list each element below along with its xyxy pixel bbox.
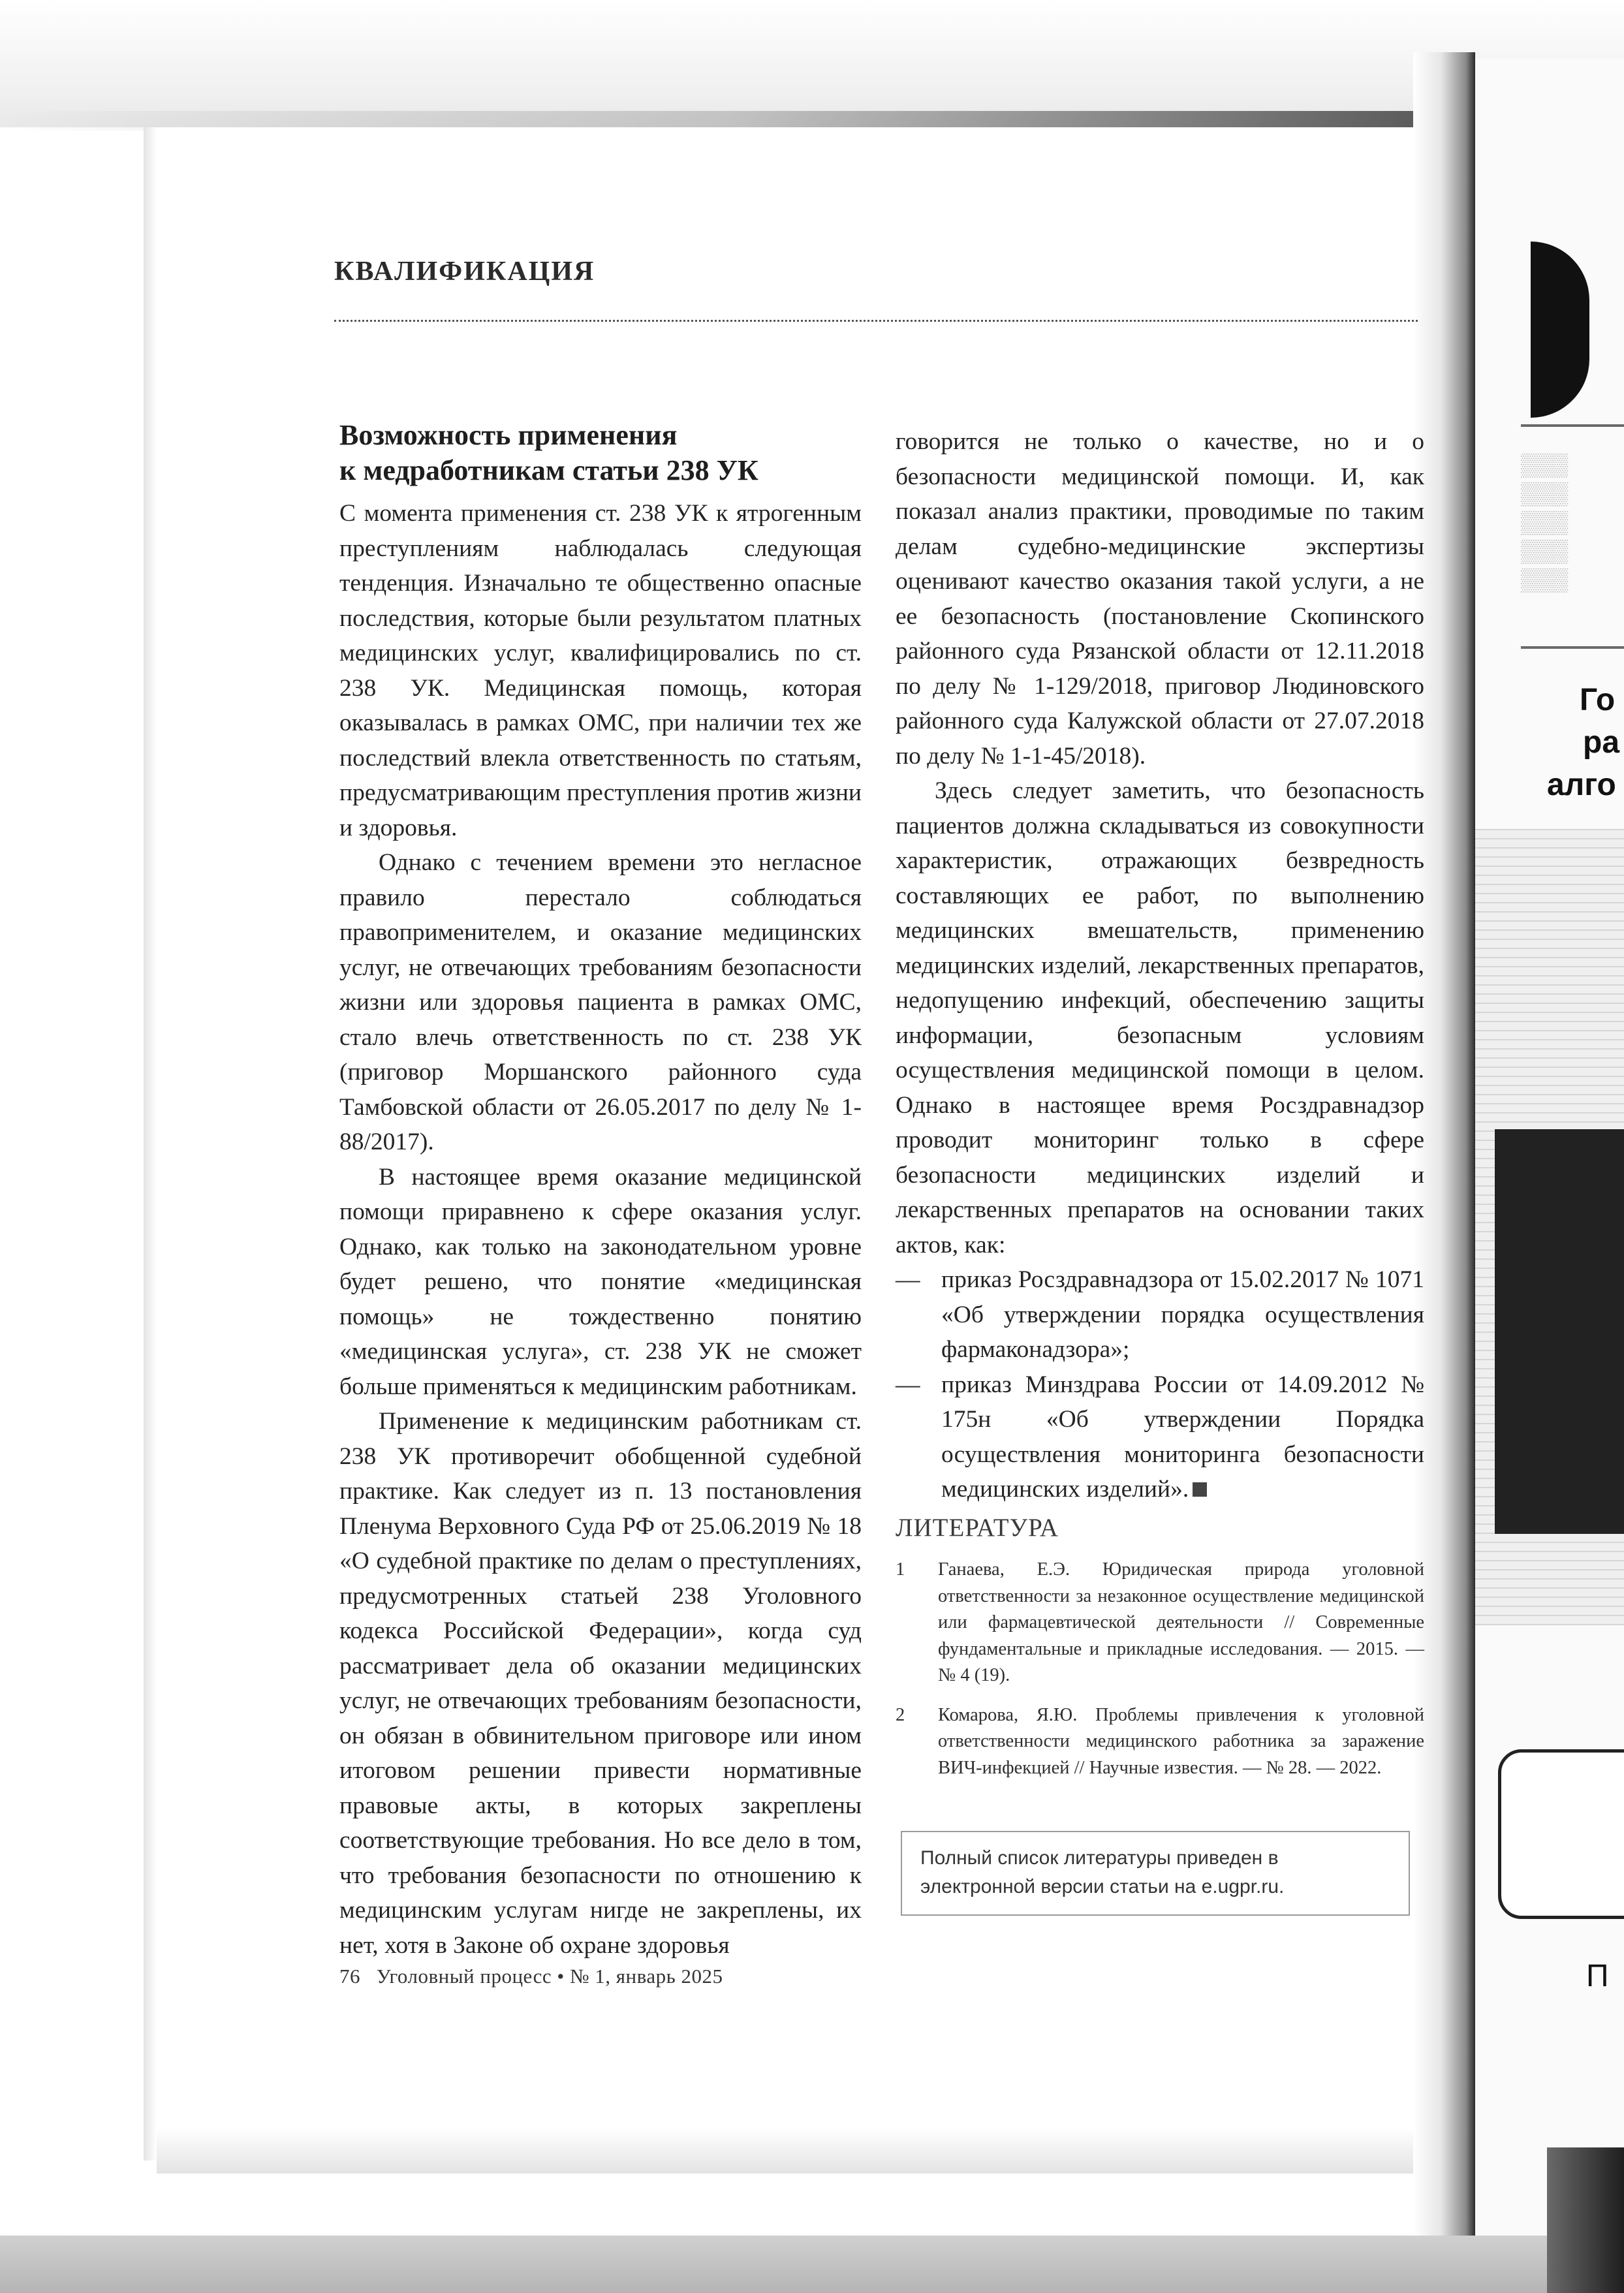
facing-page-heading-fragment-1: Го — [1580, 683, 1616, 717]
facing-page-fragment — [1475, 59, 1624, 2239]
paragraph: С момента применения ст. 238 УК к ятрогенным преступлениям наблюдалась следующая тенденция. Изначально те общественно опасные последствия, которые были результатом платных медицинских услуг, квалифицировались по ст. 238 УК. Медицинская помощь, которая оказывалась в рамках ОМС, при наличии тех же последствий влекла ответственность по статьям, предусматривающим преступления против жизни и здоровья. — [339, 500, 862, 841]
scan-background-top — [0, 0, 1624, 127]
literature-note-box: Полный список литературы приведен в электронной версии статьи на e.ugpr.ru. — [901, 1831, 1410, 1916]
facing-page-rule — [1521, 424, 1624, 427]
literature-item — [896, 1702, 1424, 1782]
facing-page-illustration-dark — [1495, 1129, 1624, 1534]
article-title-line-1: Возможность применения — [339, 419, 678, 451]
article-title — [339, 418, 875, 488]
facing-page-letter: П — [1586, 1959, 1609, 1993]
header-dotted-rule — [334, 320, 1418, 322]
scan-background-bottom — [0, 2236, 1624, 2293]
list-item-text: приказ Минздрава России от 14.09.2012 № 175н «Об утверждении Порядка осуществления мониторинга безопасности медицинских изделий». — [941, 1371, 1424, 1503]
left-column — [339, 496, 862, 1963]
literature-item-number: 1 — [896, 1559, 905, 1580]
page-footer: 76 Уголовный процесс • № 1, январь 2025 — [339, 1965, 723, 1988]
facing-page-faded-text: ▒▒▒ ▒▒▒ ▒▒▒ ▒▒▒ ▒▒▒ — [1521, 452, 1569, 592]
end-of-article-mark — [1193, 1482, 1207, 1497]
literature-item-text: Комарова, Я.Ю. Проблемы привлечения к уголовной ответственности медицинского работника за заражение ВИЧ-инфекцией // Научные известия. — № 28. — 2022. — [938, 1704, 1424, 1778]
paragraph: Однако с течением времени это негласное правило перестало соблюдаться правоприменителем, и оказание медицинских услуг, не отвечающих требованиям безопасности жизни или здоровья пациента в рамках ОМС, стало влечь ответственность по ст. 238 УК (приговор Моршанского районного суда Тамбовской области от 26.05.2017 по делу № 1-88/2017). — [339, 849, 862, 1155]
section-header: КВАЛИФИКАЦИЯ — [334, 257, 595, 287]
paragraph: Здесь следует заметить, что безопасность пациентов должна складываться из совокупности характеристик, отражающих безвредность составляющих ее работ, по выполнению медицинских вмешательств, применению медицинских изделий, лекарственных препаратов, недопущению инфекций, обеспечению защиты информации, безопасным условиям осуществления медицинской помощи в целом. Однако в настоящее время Росздравнадзор проводит мониторинг только в сфере безопасности медицинских изделий и лекарственных препаратов на основании таких актов, как: — [896, 777, 1424, 1258]
literature-item — [896, 1557, 1424, 1689]
page-bottom-shadow — [157, 2128, 1593, 2174]
paragraph: Применение к медицинским работникам ст. 238 УК противоречит обобщенной судебной практике. Как следует из п. 13 постановления Пленума Верховного Суда РФ от 25.06.2019 № 18 «О судебной практике по делам о преступлениях, предусмотренных статьей 238 Уголовного кодекса Российской Федерации», когда суд рассматривает дела об оказании медицинских услуг, не отвечающих требованиям безопасности, он обязан в обвинительном приговоре или ином итоговом решении привести нормативные правовые акты, в которых закреплены соответствующие требования. Но все дело в том, что требования безопасности по отношению к медицинским услугам нигде не закреплены, их нет, хотя в Законе об охране здоровья — [339, 1408, 862, 1959]
paragraph: В настоящее время оказание медицинской помощи приравнено к сфере оказания услуг. Однако, как только на законодательном уровне будет решено, что понятие «медицинская помощь» не тождественно понятию «медицинская услуга», ст. 238 УК не сможет больше применяться к медицинским работникам. — [339, 1163, 862, 1400]
article-title-line-2: к медработникам статьи 238 УК — [339, 454, 758, 486]
literature-heading: ЛИТЕРАТУРА — [896, 1514, 1059, 1542]
facing-page-rule-2 — [1521, 646, 1624, 649]
dash-marker: — — [896, 1371, 920, 1398]
literature-list — [896, 1557, 1424, 1794]
dash-marker: — — [896, 1266, 920, 1293]
list-item-text: приказ Росздравнадзора от 15.02.2017 № 1071 «Об утверждении порядка осуществления фармаконадзора»; — [941, 1266, 1424, 1363]
scan-corner-shadow — [1547, 2147, 1624, 2293]
page-left-edge — [144, 127, 157, 2160]
facing-page-rounded-box — [1498, 1749, 1624, 1919]
list-item — [896, 1367, 1424, 1507]
facing-page-heading-fragment-3: алго — [1547, 768, 1616, 802]
facing-page-heading-fragment-2: ра — [1583, 725, 1620, 760]
literature-item-text: Ганаева, Е.Э. Юридическая природа уголовной ответственности за незаконное осуществление медицинской или фармацевтической деятельности // Современные фундаментальные и прикладные исследования. — 2015. — № 4 (19). — [938, 1559, 1424, 1685]
list-item — [896, 1262, 1424, 1367]
right-column — [896, 424, 1424, 1507]
facing-page-graphic — [1531, 242, 1589, 418]
literature-item-number: 2 — [896, 1704, 905, 1725]
paragraph: говорится не только о качестве, но и о безопасности медицинской помощи. И, как показал анализ практики, проводимые по таким делам судебно-медицинские экспертизы оценивают качество оказания такой услуги, а не ее безопасность (постановление Скопинского районного суда Рязанской области от 12.11.2018 по делу № 1-129/2018, приговор Людиновского районного суда Калужской области от 27.07.2018 по делу № 1-1-45/2018). — [896, 428, 1424, 770]
